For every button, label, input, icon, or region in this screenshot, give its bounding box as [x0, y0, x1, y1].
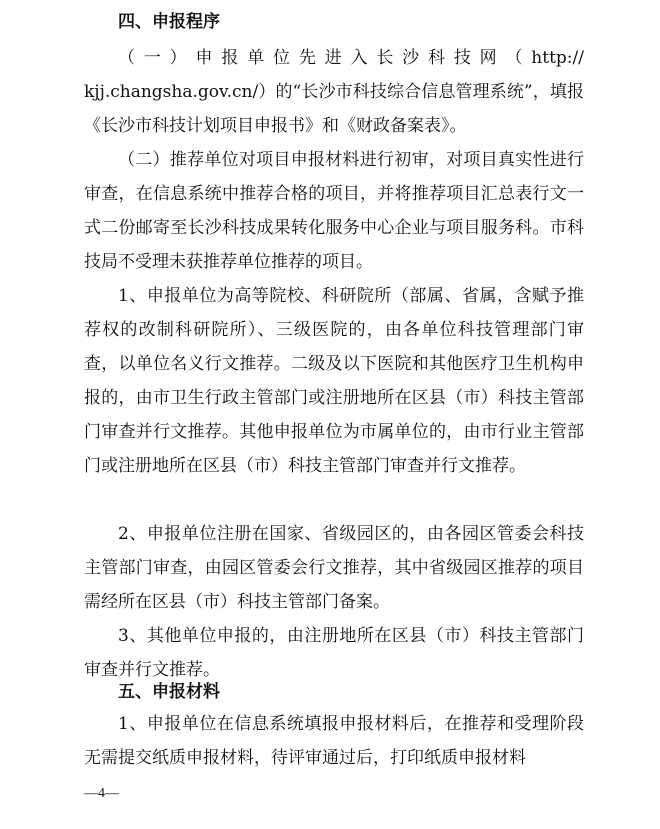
section-4-paragraph-2-text: （二）推荐单位对项目申报材料进行初审，对项目真实性进行审查，在信息系统中推荐合格的项目，并将推荐项目汇总表行文一式二份邮寄至长沙科技成果转化服务中心企业与项目服务科。市科技局不受理未获推荐单位推荐的项目。 [84, 150, 584, 272]
section-4-item-2 [84, 517, 584, 619]
section-4-paragraph-2 [84, 143, 584, 279]
section-4-title: 四、申报程序 [118, 12, 220, 32]
section-5-title: 五、申报材料 [118, 682, 220, 702]
section-5-item-1-text: 1、申报单位在信息系统填报申报材料后，在推荐和受理阶段无需提交纸质申报材料，待评审通过后，打印纸质申报材料 [84, 714, 584, 768]
section-4-item-2-text: 2、申报单位注册在国家、省级园区的，由各园区管委会科技主管部门审查，由园区管委会行文推荐，其中省级园区推荐的项目需经所在区县（市）科技主管部门备案。 [84, 524, 584, 612]
section-4-paragraph-1-text: （一）申报单位先进入长沙科技网（http:// kjj.changsha.gov.cn/）的“长沙市科技综合信息管理系统”，填报《长沙市科技计划项目申报书》和《财政备案表》。 [84, 48, 584, 136]
page-number: —4— [84, 786, 119, 801]
section-4-paragraph-1 [84, 41, 584, 143]
section-4-item-1 [84, 279, 584, 483]
section-4-item-3-text: 3、其他单位申报的，由注册地所在区县（市）科技主管部门审查并行文推荐。 [84, 626, 584, 680]
section-4-item-3 [84, 619, 584, 687]
section-4-item-1-text: 1、申报单位为高等院校、科研院所（部属、省属，含赋予推荐权的改制科研院所）、三级医院的，由各单位科技管理部门审查，以单位名义行文推荐。二级及以下医院和其他医疗卫生机构申报的，由市卫生行政主管部门或注册地所在区县（市）科技主管部门审查并行文推荐。其他申报单位为市属单位的，由市行业主管部门或注册地所在区县（市）科技主管部门审查并行文推荐。 [84, 286, 584, 476]
section-5-item-1 [84, 707, 584, 775]
